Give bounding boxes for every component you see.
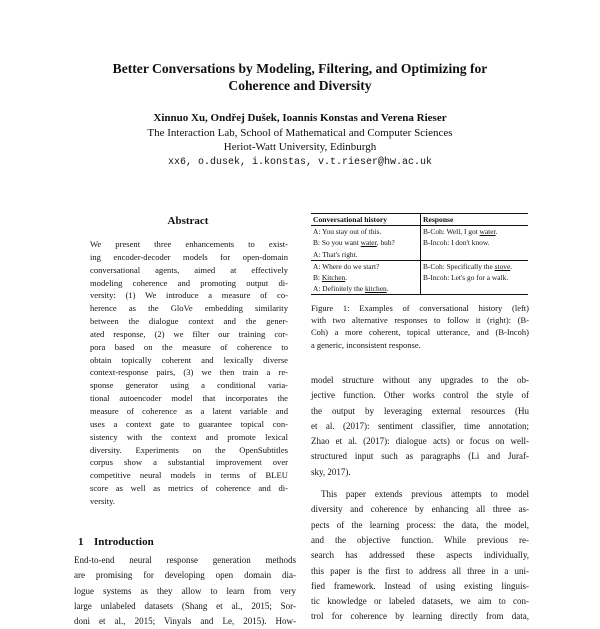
history-cell xyxy=(311,283,421,295)
abstract-line: modeling coherence and promoting output di- xyxy=(90,277,288,288)
body-line: model structure without any upgrades to the ob- xyxy=(311,375,529,385)
affiliation-line: Heriot-Watt University, Edinburgh xyxy=(223,141,377,153)
table-row xyxy=(311,249,528,261)
abstract-line: ing encoder-decoder models for open-domain xyxy=(90,251,288,262)
introduction-line: doni et al., 2015; Vinyals and Le, 2015). How- xyxy=(74,616,296,627)
body-line: This paper extends previous attempts to model xyxy=(321,489,529,500)
caption-line: a generic, inconsistent response. xyxy=(311,339,421,350)
text-segment: . xyxy=(510,261,513,271)
coherent-word: water xyxy=(360,238,377,248)
body-line: pects of the learning process: the data, the model, xyxy=(311,519,529,530)
abstract-line: conversational agents, aimed at effectively xyxy=(90,264,288,275)
body-line: and the objective function. While previous re- xyxy=(311,534,529,545)
body-line: this paper is the first to address all three in a uni- xyxy=(311,565,529,576)
abstract-line: score as well as metrics of coherence and di- xyxy=(90,483,288,494)
introduction-body xyxy=(74,553,296,629)
abstract-line: sponse generator using a conditional varia- xyxy=(90,380,288,391)
table-row xyxy=(311,283,528,295)
caption-line: Coh) a more coherent, topical utterance, and (B-Incoh) xyxy=(311,327,529,338)
introduction-line: large unlabeled datasets (Shang et al., 2015; Sor- xyxy=(74,600,296,611)
paper-title-line: Better Conversations by Modeling, Filtering, and Optimizing for xyxy=(112,61,488,76)
section-title: Introduction xyxy=(94,536,154,548)
paragraph-2 xyxy=(311,487,529,625)
caption-line: Figure 1: Examples of conversational history (left) xyxy=(311,303,529,313)
right-column-body xyxy=(311,373,529,625)
body-line: et al. (2017): sentiment classifier, time annotation; xyxy=(311,420,529,431)
text-segment: B-Incoh: I don't know. xyxy=(423,238,490,248)
text-segment: A: That's right. xyxy=(313,249,358,259)
abstract-line: pora based on the measure of coherence to xyxy=(90,341,288,352)
history-cell xyxy=(311,272,421,283)
body-line: tic knowledge or labeled datasets, we aim to con- xyxy=(311,596,529,607)
text-segment: B-Incoh: Let's go for a walk. xyxy=(423,273,509,283)
affiliation-line: The Interaction Lab, School of Mathematical and Computer Sciences xyxy=(147,127,453,139)
abstract-line: between the dialogue context and the gener- xyxy=(90,316,288,327)
response-cell xyxy=(421,283,529,295)
response-cell xyxy=(421,272,529,283)
text-segment: A: You stay out of this. xyxy=(313,227,382,237)
figure1-table xyxy=(311,213,528,295)
body-line: sky, 2017). xyxy=(311,466,351,477)
text-segment: . xyxy=(495,227,498,237)
abstract-line: competitive neural models in terms of BLEU xyxy=(90,470,288,481)
text-segment: B: xyxy=(313,273,322,283)
abstract-line: diversity. Experiments on the OpenSubtitles xyxy=(90,444,288,455)
body-line: structured input such as paragraphs (Li and Juraf- xyxy=(311,451,529,462)
introduction-line: are promising for developing open domain dia- xyxy=(74,570,296,581)
abstract-line: tional autoencoder model that incorporates the xyxy=(90,393,288,404)
table-header-response: Response xyxy=(421,214,529,226)
body-line: Zhao et al. (2017): dialogue acts) or focus on well- xyxy=(311,436,529,447)
abstract-line: measure of coherence as a latent variable and xyxy=(90,405,288,416)
response-cell xyxy=(421,237,529,248)
figure1-caption xyxy=(311,302,529,351)
text-segment: B-Coh: Well, I got xyxy=(423,227,480,237)
coherent-word: water xyxy=(479,227,496,237)
section-number: 1 xyxy=(78,536,84,548)
coherent-word: Kitchen xyxy=(321,273,346,283)
table-header-history: Conversational history xyxy=(311,214,421,226)
history-cell xyxy=(311,237,421,248)
abstract-line: versity. xyxy=(90,495,115,506)
introduction-line: End-to-end neural response generation methods xyxy=(74,555,296,565)
coherent-word: stove xyxy=(494,261,511,271)
paragraph-gap xyxy=(311,480,529,487)
table-row xyxy=(311,237,528,248)
caption-line: with two alternative responses to follow it (right): (B- xyxy=(311,315,529,326)
abstract-body xyxy=(90,238,288,508)
table-row xyxy=(311,260,528,272)
table-row xyxy=(311,226,528,238)
section-heading-introduction xyxy=(78,536,154,548)
introduction-line: logue systems as they allow to learn from very xyxy=(74,585,296,596)
abstract-line: We present three enhancements to exist- xyxy=(90,239,288,249)
abstract-line: obtain topically coherent and lexically diverse xyxy=(90,354,288,365)
abstract-line: versity: (1) We introduce a measure of co- xyxy=(90,290,288,301)
abstract-line: context-response pairs, (3) we then train a re- xyxy=(90,367,288,378)
body-line: jective function. Other works control the style of xyxy=(311,390,529,401)
body-line: search has addressed these aspects individually, xyxy=(311,550,529,561)
history-cell xyxy=(311,260,421,272)
coherent-word: kitchen xyxy=(364,284,387,294)
author-list: Xinnuo Xu, Ondřej Dušek, Ioannis Konstas and Verena Rieser xyxy=(153,112,447,124)
body-line: the output by leveraging external resources (Hu xyxy=(311,405,529,416)
response-cell xyxy=(421,226,529,238)
abstract-line: sistency with the context and promote lexical xyxy=(90,431,288,442)
body-line: trol for coherence by learning directly from data, xyxy=(311,611,529,622)
paper-title-line: Coherence and Diversity xyxy=(228,78,372,93)
abstract-line: ated response, (2) we filter our training cor- xyxy=(90,328,288,339)
text-segment: A: Where do we start? xyxy=(313,261,380,271)
abstract-line: corpus show a substantial improvement over xyxy=(90,457,288,468)
body-line: fied framework. Instead of using existing linguis- xyxy=(311,580,529,591)
text-segment: B: So you want xyxy=(313,238,361,248)
text-segment: B-Coh: Specifically the xyxy=(423,261,495,271)
text-segment: A: Definitely the xyxy=(313,284,365,294)
table-row xyxy=(311,272,528,283)
table-header-row xyxy=(311,214,528,226)
author-emails: xx6, o.dusek, i.konstas, v.t.rieser@hw.ac.uk xyxy=(167,157,433,168)
abstract-line: herence as the GloVe embedding similarity xyxy=(90,303,288,314)
history-cell xyxy=(311,249,421,261)
text-segment: . xyxy=(345,273,348,283)
response-cell xyxy=(421,260,529,272)
response-cell xyxy=(421,249,529,261)
text-segment: , huh? xyxy=(376,238,395,248)
history-cell xyxy=(311,226,421,238)
paper-title xyxy=(60,60,540,94)
abstract-line: uses a context gate to guarantee topical con- xyxy=(90,418,288,429)
abstract-heading: Abstract xyxy=(167,215,209,227)
body-line: diversity and coherence by enhancing all three as- xyxy=(311,504,529,515)
text-segment: . xyxy=(386,284,389,294)
